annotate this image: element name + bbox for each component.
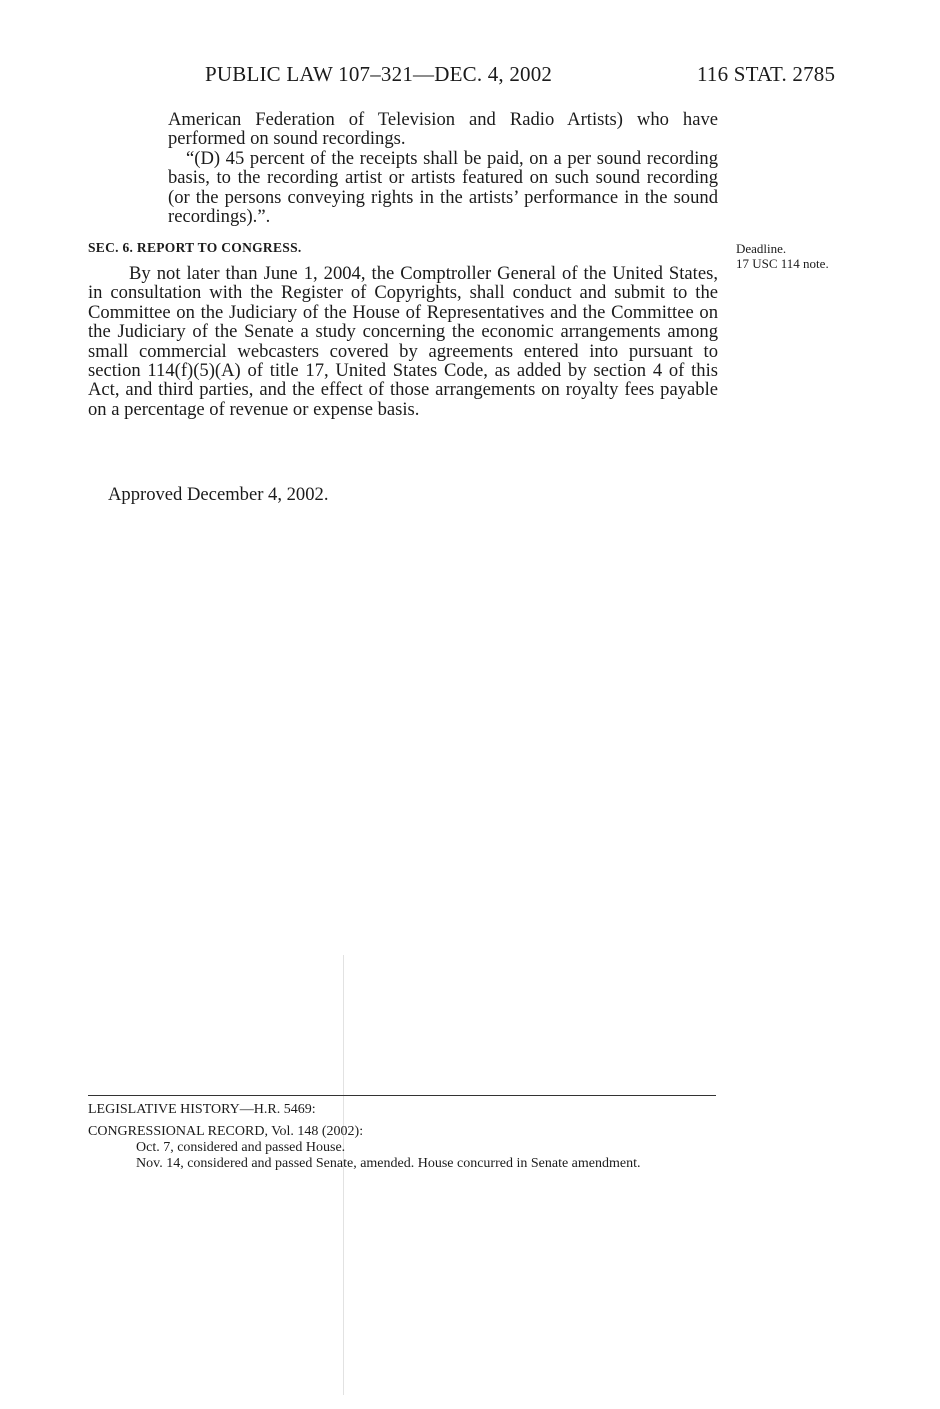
- margin-notes: [736, 241, 829, 271]
- running-header-page-number: 116 STAT. 2785: [697, 62, 836, 86]
- continued-paragraph: American Federation of Television and Radio Artists) who have performed on sound recordings.: [168, 109, 718, 150]
- history-entry: Nov. 14, considered and passed Senate, amended. House concurred in Senate amendment.: [136, 1156, 641, 1171]
- history-entry: Oct. 7, considered and passed House.: [136, 1140, 346, 1155]
- congressional-record-heading: CONGRESSIONAL RECORD, Vol. 148 (2002):: [88, 1124, 364, 1139]
- section-6-text: By not later than June 1, 2004, the Comptroller General of the United States, in consultation with the Register of Copyrights, shall conduct and submit to the Committee on the Judiciary of the House of Representatives and the Committee on the Judiciary of the Senate a study concerning the economic arrangements among small commercial webcasters covered by agreements entered into pursuant to section 114(f)(5)(A) of title 17, United States Code, as added by section 4 of this Act, and third parties, and the effect of those arrangements on royalty fees payable on a percentage of revenue or expense basis.: [88, 263, 718, 420]
- legislative-history-title: LEGISLATIVE HISTORY—H.R. 5469:: [88, 1102, 316, 1117]
- margin-note-usc-reference: 17 USC 114 note.: [736, 256, 829, 271]
- approval-date: Approved December 4, 2002.: [108, 484, 329, 505]
- legislative-history: [88, 1102, 718, 1172]
- margin-note-deadline: Deadline.: [736, 241, 787, 256]
- scan-fold-line: [343, 955, 344, 1395]
- paragraph-d: “(D) 45 percent of the receipts shall be paid, on a per sound recording basis, to the recording artist or artists featured on such sound recording (or the persons conveying rights in the artists’ performance in the sound recordings).”.: [168, 148, 718, 228]
- footnote-divider: [88, 1095, 716, 1096]
- running-header-title: PUBLIC LAW 107–321—DEC. 4, 2002: [205, 62, 553, 86]
- section-heading: SEC. 6. REPORT TO CONGRESS.: [88, 240, 302, 255]
